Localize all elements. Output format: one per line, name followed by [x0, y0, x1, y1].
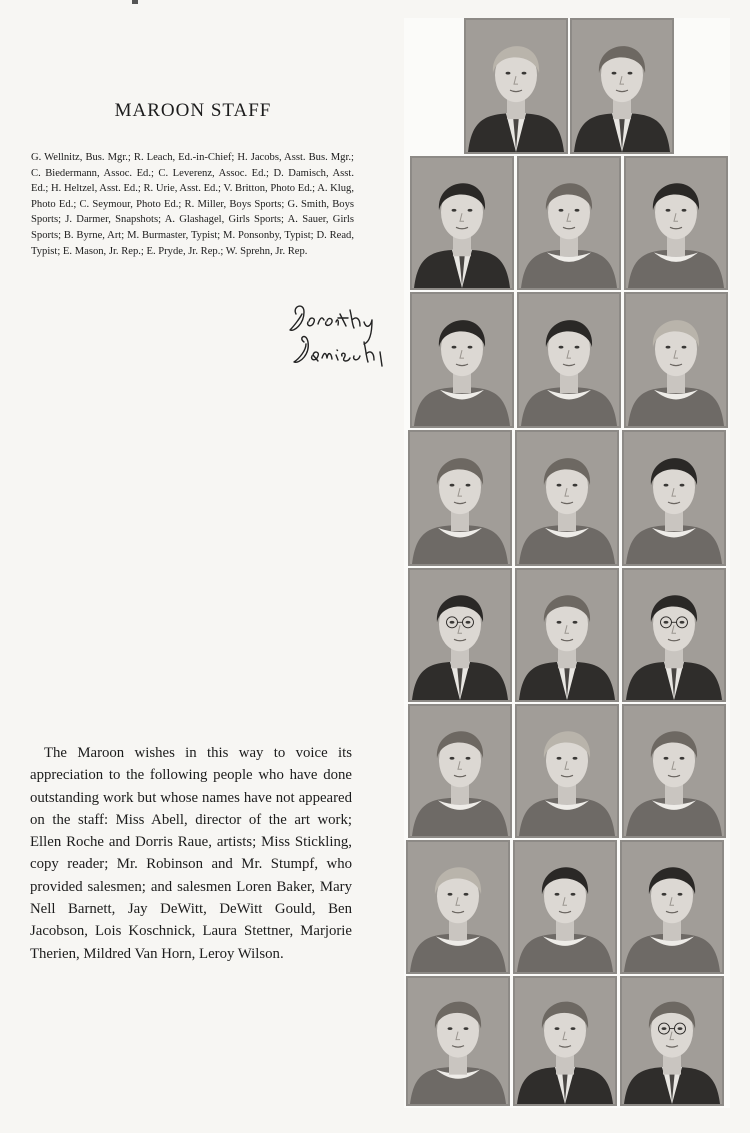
- portrait-photo: [570, 18, 674, 154]
- acknowledgment-paragraph: The Maroon wishes in this way to voice its appreciation to the following people who have done outstanding work but whose names have not appeared on the staff: Miss Abell, director of the art work; Ellen Roche and Dorris Raue, artists; Miss Stickling, copy reader; Mr. Robinson and Mr. Stumpf, who provided salesmen; and salesmen Loren Baker, Mary Nell Barnett, Jay DeWitt, DeWitt Gould, Ben Jacobson, Lois Koschnick, Laura Stettner, Marjorie Therien, Mildred Van Horn, Leroy Wilson.: [30, 745, 352, 962]
- portrait-photo: [620, 976, 724, 1106]
- portrait-photo: [624, 292, 728, 428]
- handwritten-signature: [282, 292, 402, 377]
- portrait-photo: [513, 840, 617, 974]
- portrait-photo: [410, 292, 514, 428]
- portrait-photo: [622, 704, 726, 838]
- portrait-photo: [408, 430, 512, 566]
- portrait-grid: [404, 18, 730, 1108]
- portrait-photo: [410, 156, 514, 290]
- portrait-photo: [406, 976, 510, 1106]
- portrait-photo: [513, 976, 617, 1106]
- portrait-photo: [517, 156, 621, 290]
- portrait-photo: [622, 430, 726, 566]
- portrait-photo: [517, 292, 621, 428]
- staff-list: G. Wellnitz, Bus. Mgr.; R. Leach, Ed.-in-Chief; H. Jacobs, Asst. Bus. Mgr.; C. Biedermann, Assoc. Ed.; C. Leverenz, Assoc. Ed.; D. Damisch, Asst. Ed.; H. Heltzel, Asst. Ed.; R. Urie, Asst. Ed.; V. Britton, Photo Ed.; A. Klug, Photo Ed.; C. Seymour, Photo Ed.; R. Miller, Boys Sports; G. Smith, Boys Sports; J. Darmer, Snapshots; A. Glashagel, Girls Sports; A. Sauer, Girls Sports; B. Byrne, Art; M. Burmaster, Typist; M. Ponsonby, Typist; D. Read, Typist; E. Mason, Jr. Rep.; E. Pryde, Jr. Rep.; W. Sprehn, Jr. Rep.: [31, 152, 354, 257]
- portrait-photo: [408, 704, 512, 838]
- page-mark: [132, 0, 138, 4]
- portrait-photo: [515, 430, 619, 566]
- portrait-photo: [624, 156, 728, 290]
- page-title: MAROON STAFF: [114, 100, 272, 121]
- portrait-photo: [408, 568, 512, 702]
- portrait-photo: [620, 840, 724, 974]
- portrait-photo: [406, 840, 510, 974]
- portrait-photo: [515, 704, 619, 838]
- portrait-photo: [515, 568, 619, 702]
- portrait-photo: [622, 568, 726, 702]
- portrait-photo: [464, 18, 568, 154]
